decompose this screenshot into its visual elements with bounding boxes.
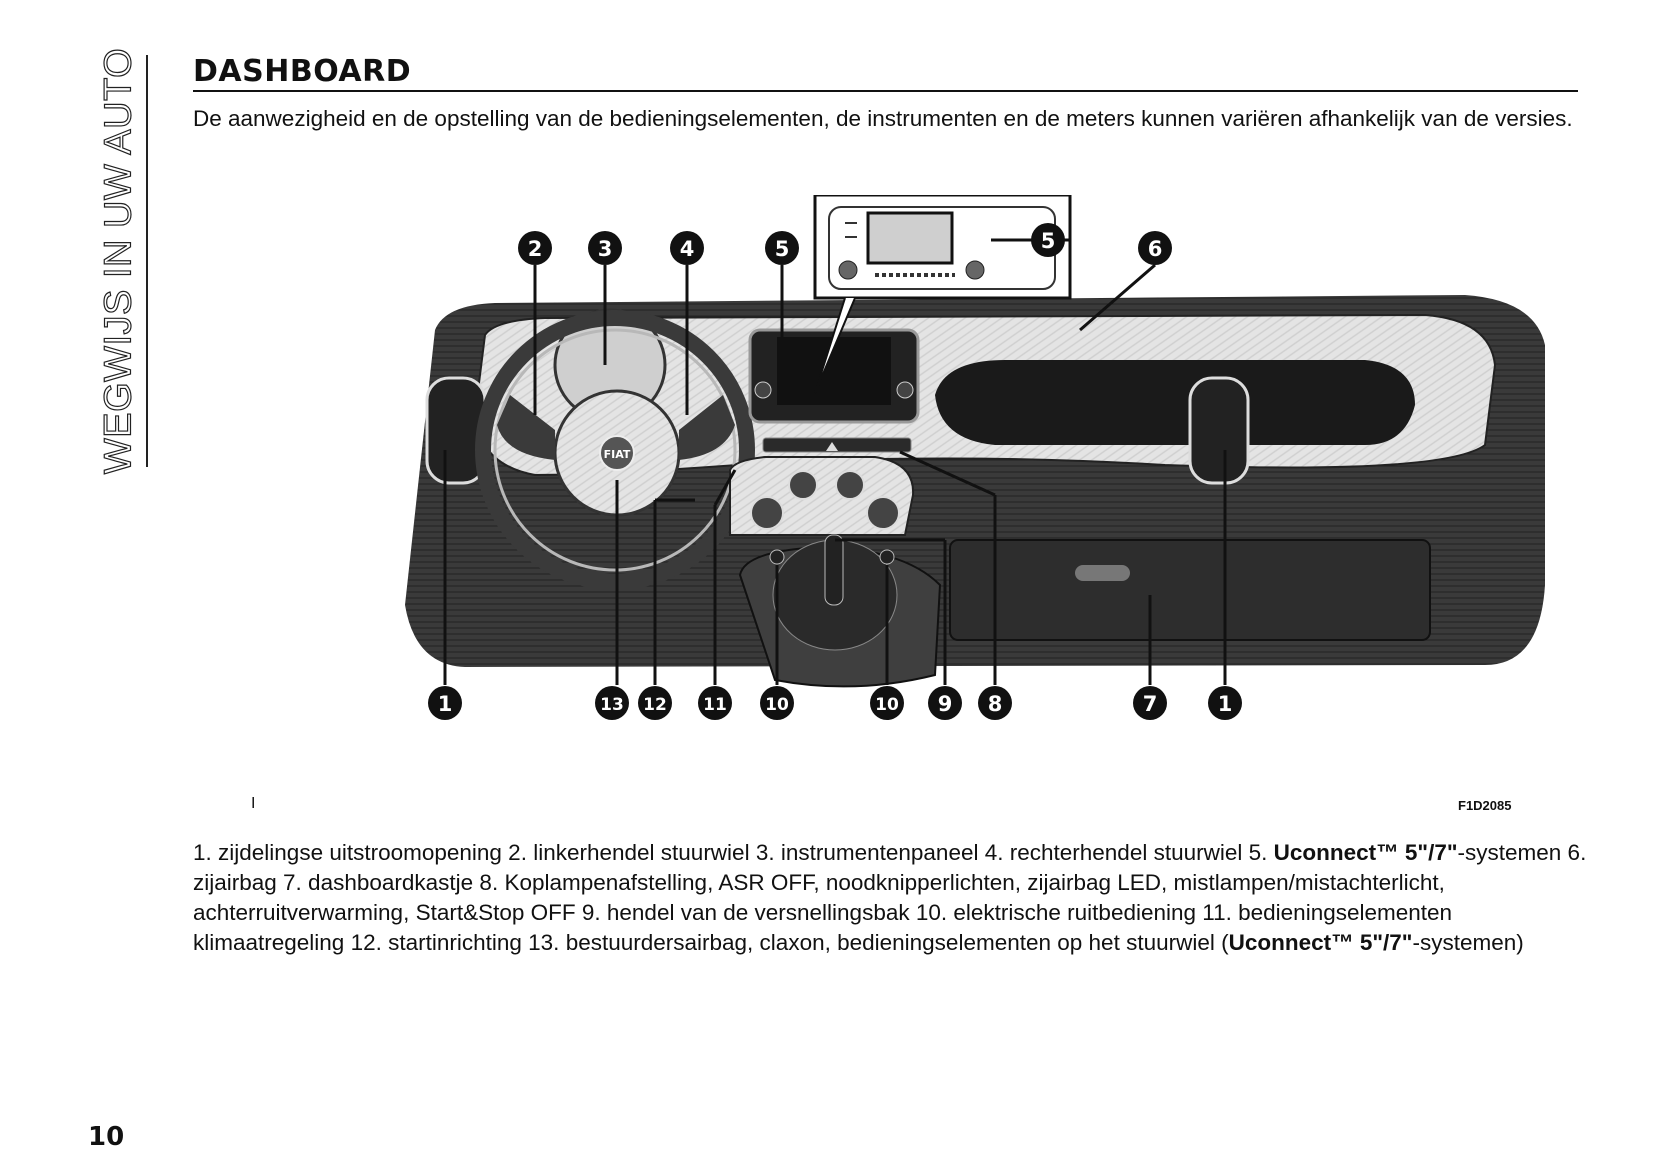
caption-part-3: -systemen) [1412, 930, 1524, 955]
callout-1-right [1208, 686, 1242, 720]
climate-knob [751, 497, 783, 529]
right-vent [1190, 378, 1248, 483]
callout-3 [588, 231, 622, 265]
figure-caption [193, 838, 1593, 958]
callout-4 [670, 231, 704, 265]
window-switch-right [880, 550, 894, 564]
callout-12 [638, 686, 672, 720]
climate-knob [789, 471, 817, 499]
title-divider [193, 90, 1578, 92]
dashboard-illustration [405, 195, 1545, 775]
caption-part-2: -systemen 6. zijairbag 7. dashboardkastje 8. Koplampenafstelling, ASR OFF, noodknipperlichten, zijairbag LED, mistlampen/mistachterlicht, achterruitverwarming, Start&Stop OFF 9. hendel van de versnellingsbak 10. elektrische ruitbediening 11. bedieningselementen klimaatregeling 12. startinrichting 13. bestuurdersairbag, claxon, bedieningselementen op het stuurwiel ( [193, 840, 1587, 955]
callout-2 [518, 231, 552, 265]
callout-11 [698, 686, 732, 720]
caption-part-1: 1. zijdelingse uitstroomopening 2. linkerhendel stuurwiel 3. instrumentenpaneel 4. rechterhendel stuurwiel 5. [193, 840, 1274, 865]
uconnect-screen [868, 213, 952, 263]
glovebox-recess [935, 360, 1415, 445]
intro-paragraph: De aanwezigheid en de opstelling van de bedieningselementen, de instrumenten en de meters kunnen variëren afhankelijk van de versies. [193, 106, 1573, 131]
svg-text:10: 10 [875, 695, 899, 715]
uconnect-knob-left [839, 261, 857, 279]
svg-text:9: 9 [937, 692, 953, 716]
window-switch-left [770, 550, 784, 564]
svg-text:8: 8 [987, 692, 1003, 716]
page-title: DASHBOARD [193, 54, 412, 89]
svg-text:10: 10 [765, 695, 789, 715]
callout-10-left [760, 686, 794, 720]
caption-bold-1: Uconnect™ 5"/7" [1273, 840, 1458, 865]
svg-text:4: 4 [679, 237, 695, 261]
glovebox-handle [1075, 565, 1130, 581]
callout-5-inset [1031, 223, 1065, 257]
page-number: 10 [88, 1122, 125, 1152]
callout-9 [928, 686, 962, 720]
svg-text:5: 5 [774, 237, 790, 261]
callout-5-screen [765, 231, 799, 265]
section-side-tab-label: WEGWIJS IN UW AUTO [97, 47, 140, 475]
svg-text:7: 7 [1142, 692, 1158, 716]
svg-text:13: 13 [600, 695, 624, 715]
svg-text:6: 6 [1147, 237, 1163, 261]
callout-1-left [428, 686, 462, 720]
caption-bold-2: Uconnect™ 5"/7" [1228, 930, 1413, 955]
svg-text:5: 5 [1040, 229, 1056, 253]
svg-text:11: 11 [703, 695, 727, 715]
fiat-logo-text: FIAT [603, 448, 631, 461]
callout-8 [978, 686, 1012, 720]
gear-lever [825, 535, 843, 605]
uconnect-knob-right [966, 261, 984, 279]
glovebox-lid [950, 540, 1430, 640]
callout-13 [595, 686, 629, 720]
callout-6 [1138, 231, 1172, 265]
figure-mark: I [251, 795, 256, 812]
svg-text:2: 2 [527, 237, 543, 261]
svg-text:1: 1 [437, 692, 453, 716]
figure-code: F1D2085 [1458, 798, 1512, 813]
callout-7 [1133, 686, 1167, 720]
svg-text:12: 12 [643, 695, 667, 715]
svg-text:3: 3 [597, 237, 613, 261]
climate-knob [867, 497, 899, 529]
section-side-tab [92, 47, 148, 475]
climate-knob [836, 471, 864, 499]
svg-text:1: 1 [1217, 692, 1233, 716]
callout-10-right [870, 686, 904, 720]
